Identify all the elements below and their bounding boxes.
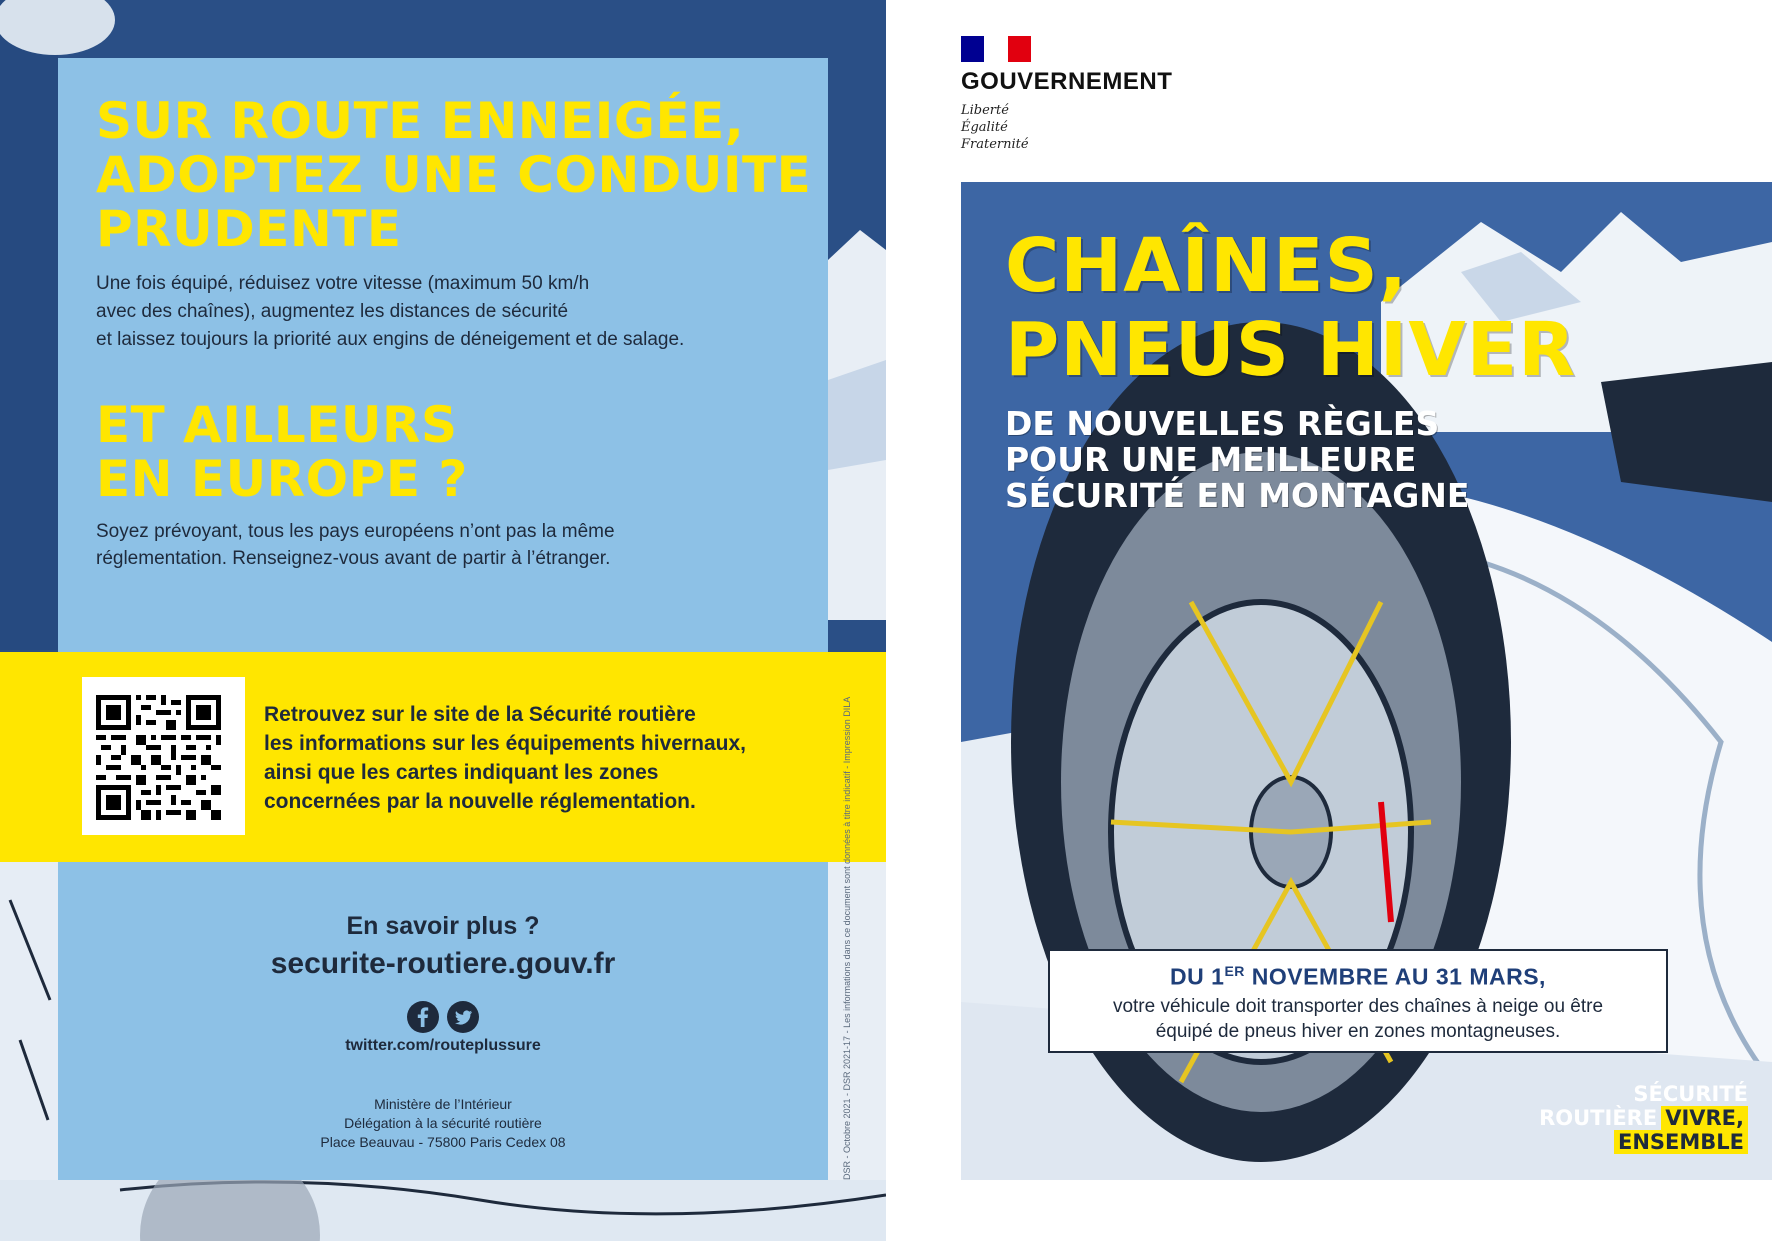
logo-text: ENSEMBLE <box>1614 1130 1748 1154</box>
social-icons <box>58 1001 828 1033</box>
address-line: Délégation à la sécurité routière <box>344 1115 542 1131</box>
qr-code[interactable] <box>96 695 221 820</box>
text-line: équipé de pneus hiver en zones montagneuses. <box>1155 1020 1561 1042</box>
government-label: GOUVERNEMENT <box>961 68 1173 95</box>
logo-text: SÉCURITÉ <box>1633 1082 1748 1106</box>
text-line: Soyez prévoyant, tous les pays européens n’ont pas la même <box>96 521 615 542</box>
website-link[interactable]: securite-routiere.gouv.fr <box>270 947 616 980</box>
address-line: Ministère de l’Intérieur <box>374 1096 512 1112</box>
cover-title <box>1005 224 1576 392</box>
motto-line: Fraternité <box>961 137 1029 152</box>
qr-info-text <box>264 700 824 816</box>
heading-snowy-road: SUR ROUTE ENNEIGÉE, ADOPTEZ UNE CONDUITE PRUDENTE <box>96 92 812 258</box>
text-line: réglementation. Renseignez-vous avant de partir à l’étranger. <box>96 548 611 569</box>
twitter-icon[interactable] <box>447 1001 479 1033</box>
securite-routiere-logo <box>1539 1082 1748 1154</box>
heading-line: ET AILLEURS <box>96 396 458 454</box>
more-info <box>58 912 828 1152</box>
paragraph-europe <box>96 518 796 572</box>
facebook-icon[interactable] <box>407 1001 439 1033</box>
date-range-heading <box>1050 963 1666 991</box>
ministry-address <box>58 1095 828 1152</box>
date-info-text <box>1050 994 1666 1044</box>
qr-code-frame <box>82 677 245 835</box>
text-line: Retrouvez sur le site de la Sécurité routière <box>264 703 696 726</box>
cover-subtitle <box>1005 406 1469 514</box>
republic-motto <box>961 102 1172 153</box>
logo-text: VIVRE, <box>1661 1106 1748 1130</box>
text-line: et laissez toujours la priorité aux engins de déneigement et de salage. <box>96 329 685 350</box>
address-line: Place Beauvau - 75800 Paris Cedex 08 <box>320 1134 566 1150</box>
cover-image <box>961 182 1772 1180</box>
title-line: CHAÎNES, <box>1005 223 1408 309</box>
subtitle-line: POUR UNE MEILLEURE <box>1005 440 1417 479</box>
print-credit: DSR - Octobre 2021 - DSR 2021-17 - Les informations dans ce document sont données à titre indicatif - Impression DILA <box>842 696 852 1180</box>
heading-europe <box>96 398 596 506</box>
text-line: concernées par la nouvelle réglementation. <box>264 790 696 813</box>
date-text: NOVEMBRE AU 31 MARS, <box>1244 963 1546 990</box>
motto-line: Égalité <box>961 120 1008 135</box>
more-info-question: En savoir plus ? <box>346 912 540 940</box>
government-logo <box>961 36 1172 153</box>
text-line: Une fois équipé, réduisez votre vitesse (maximum 50 km/h <box>96 273 590 294</box>
title-line: PNEUS HIVER <box>1005 307 1577 393</box>
motto-line: Liberté <box>961 103 1009 118</box>
twitter-handle[interactable]: twitter.com/routeplussure <box>345 1037 541 1054</box>
subtitle-line: SÉCURITÉ EN MONTAGNE <box>1005 476 1470 515</box>
text-line: les informations sur les équipements hivernaux, <box>264 732 746 755</box>
subtitle-line: DE NOUVELLES RÈGLES <box>1005 404 1440 443</box>
text-line: ainsi que les cartes indiquant les zones <box>264 761 659 784</box>
heading-line: EN EUROPE ? <box>96 450 468 508</box>
text-line: votre véhicule doit transporter des chaînes à neige ou être <box>1112 995 1604 1017</box>
logo-text: ROUTIÈRE <box>1539 1106 1658 1130</box>
ordinal-suffix: ER <box>1224 963 1245 979</box>
front-cover-panel <box>886 0 1772 1241</box>
date-info-box <box>1048 949 1668 1053</box>
text-line: avec des chaînes), augmentez les distances de sécurité <box>96 301 569 322</box>
paragraph-driving-advice <box>96 270 796 354</box>
french-flag-icon <box>961 36 1031 62</box>
date-text: DU 1 <box>1170 963 1225 990</box>
